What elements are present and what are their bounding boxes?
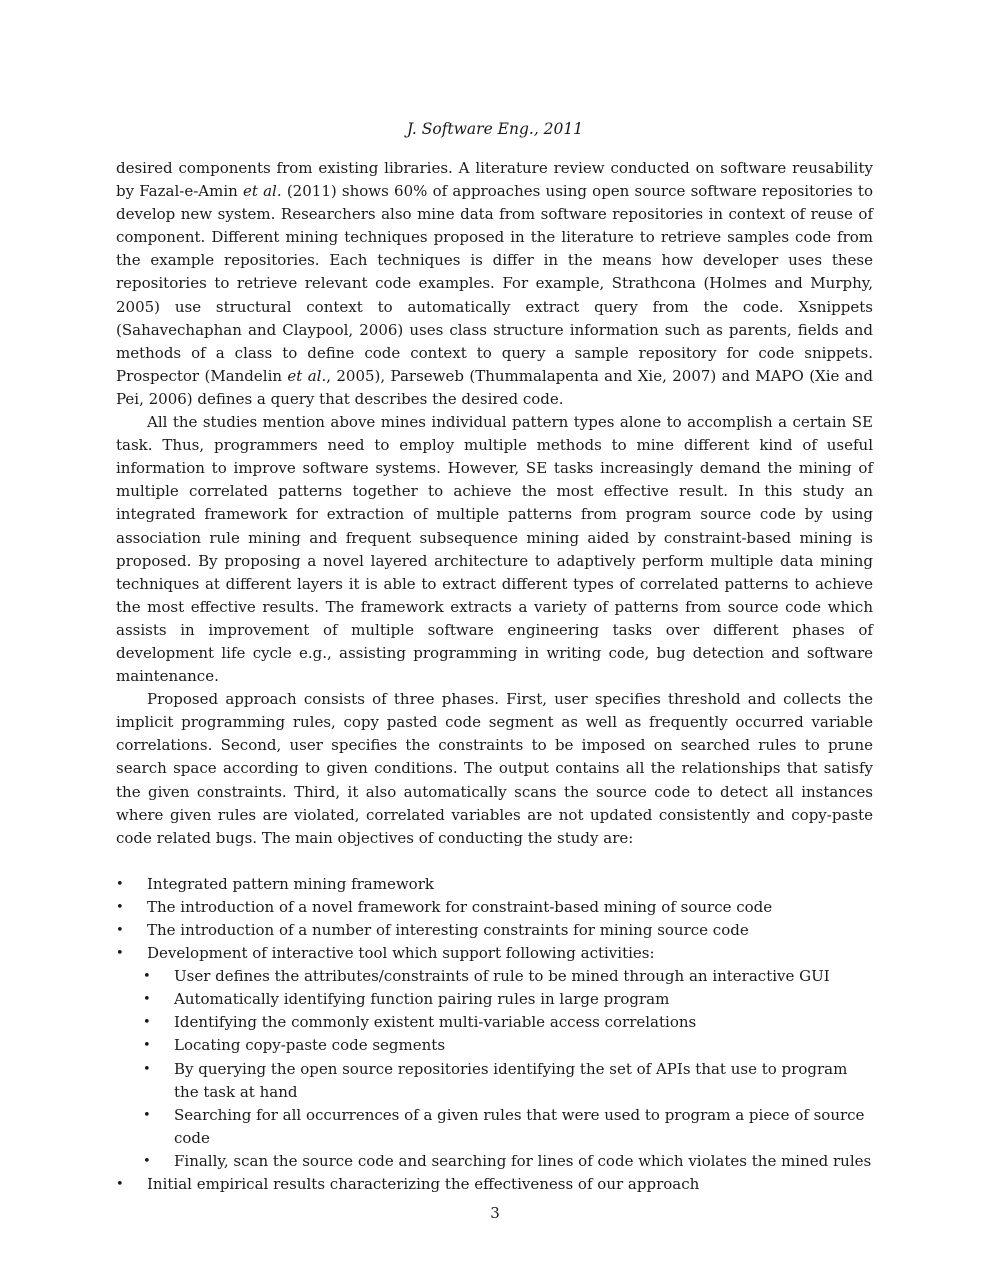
bullet-icon: • <box>116 1177 124 1193</box>
sub-list-item-text: By querying the open source repositories identifying the set of APIs that use to program the task at hand <box>174 1059 848 1101</box>
paragraph-1-text-c: ., 2005), Parseweb (Thummalapenta and Xie, 2007) and MAPO (Xie and Pei, 2006) defines a query that describes the desired code. <box>116 366 874 408</box>
sub-list-item <box>143 988 873 1011</box>
paragraph-2: All the studies mention above mines individual pattern types alone to accomplish a certain SE task. Thus, programmers need to employ multiple methods to mine different kind of useful information to improve software systems. However, SE tasks increasingly demand the mining of multiple correlated patterns together to achieve the most effective result. In this study an integrated framework for extraction of multiple patterns from program source code by using association rule mining and frequent subsequence mining aided by constraint-based mining is proposed. By proposing a novel layered architecture to adaptively perform multiple data mining techniques at different layers it is able to extract different types of correlated patterns to achieve the most effective results. The framework extracts a variety of patterns from source code which assists in improvement of multiple software engineering tasks over different phases of development life cycle e.g., assisting programming in writing code, bug detection and software maintenance. <box>116 413 873 686</box>
sub-list-item <box>143 1150 873 1173</box>
list-item <box>116 942 873 965</box>
bullet-icon: • <box>143 1153 151 1169</box>
bullet-icon: • <box>143 1061 151 1077</box>
et-al-italic-2: et al <box>287 366 322 385</box>
sub-list-item-text: Finally, scan the source code and searching for lines of code which violates the mined rules <box>174 1151 872 1170</box>
et-al-italic: et al. <box>243 182 282 201</box>
list-item <box>116 919 873 942</box>
bullet-icon: • <box>143 969 151 985</box>
sub-list-item <box>143 1034 873 1057</box>
list-item-text: The introduction of a novel framework for constraint-based mining of source code <box>147 897 773 916</box>
list-item-text: Integrated pattern mining framework <box>147 874 434 893</box>
list-item-text: The introduction of a number of interesting constraints for mining source code <box>147 921 749 939</box>
bullet-icon: • <box>116 876 124 892</box>
list-item <box>116 873 873 896</box>
bullet-icon: • <box>116 923 124 938</box>
page-number: 3 <box>490 1204 500 1222</box>
objectives-list <box>116 873 873 1196</box>
list-item-text: Development of interactive tool which support following activities: <box>147 944 655 963</box>
sub-list-item-text: Automatically identifying function pairing rules in large program <box>174 990 670 1009</box>
paragraph-1 <box>116 157 873 411</box>
bullet-icon: • <box>116 946 124 962</box>
bullet-icon: • <box>116 899 124 915</box>
activities-sublist <box>116 965 873 1173</box>
paragraph-1-text-a: desired components from existing libraries. A literature review conducted on software reusability by Fazal-e-Amin <box>116 159 873 201</box>
sub-list-item <box>143 1058 873 1104</box>
sub-list-item <box>143 1104 873 1150</box>
bullet-icon: • <box>143 1107 151 1123</box>
paragraph-1-text-b: (2011) shows 60% of approaches using open source software repositories to develop new system. Researchers also mine data from software repositories in context of reuse of component. Different mining techniques proposed in the literature to retrieve samples code from the example repositories. Each techniques is differ in the means how developer uses these repositories to retrieve relevant code examples. For example, Strathcona (Holmes and Murphy, 2005) use structural context to automatically extract query from the code. Xsnippets (Sahavechaphan and Claypool, 2006) uses class structure information such as parents, fields and methods of a class to define code context to query a sample repository for code snippets. Prospector (Mandelin <box>116 182 873 385</box>
list-item-text: Initial empirical results characterizing the effectiveness of our approach <box>147 1175 700 1194</box>
list-item <box>116 1173 873 1196</box>
sub-list-item-text: Searching for all occurrences of a given rules that were used to program a piece of source code <box>174 1105 865 1147</box>
page-body <box>116 157 873 1196</box>
list-item <box>116 896 873 919</box>
bullet-icon: • <box>143 1038 151 1054</box>
sub-list-item <box>143 1011 873 1034</box>
bullet-icon: • <box>143 1015 151 1031</box>
paragraph-3: Proposed approach consists of three phases. First, user specifies threshold and collects the implicit programming rules, copy pasted code segment as well as frequently occurred variable correlations. Second, user specifies the constraints to be imposed on searched rules to prune search space according to given conditions. The output contains all the relationships that satisfy the given constraints. Third, it also automatically scans the source code to detect all instances where given rules are violated, correlated variables are not updated consistently and copy-paste code related bugs. The main objectives of conducting the study are: <box>116 690 873 847</box>
sub-list-item-text: Locating copy-paste code segments <box>174 1036 446 1055</box>
sub-list-item <box>143 965 873 988</box>
sub-list-item-text: Identifying the commonly existent multi-variable access correlations <box>174 1013 697 1032</box>
running-header: J. Software Eng., 2011 <box>406 120 584 138</box>
bullet-icon: • <box>143 992 151 1008</box>
sub-list-item-text: User defines the attributes/constraints of rule to be mined through an interactive GUI <box>174 967 830 986</box>
